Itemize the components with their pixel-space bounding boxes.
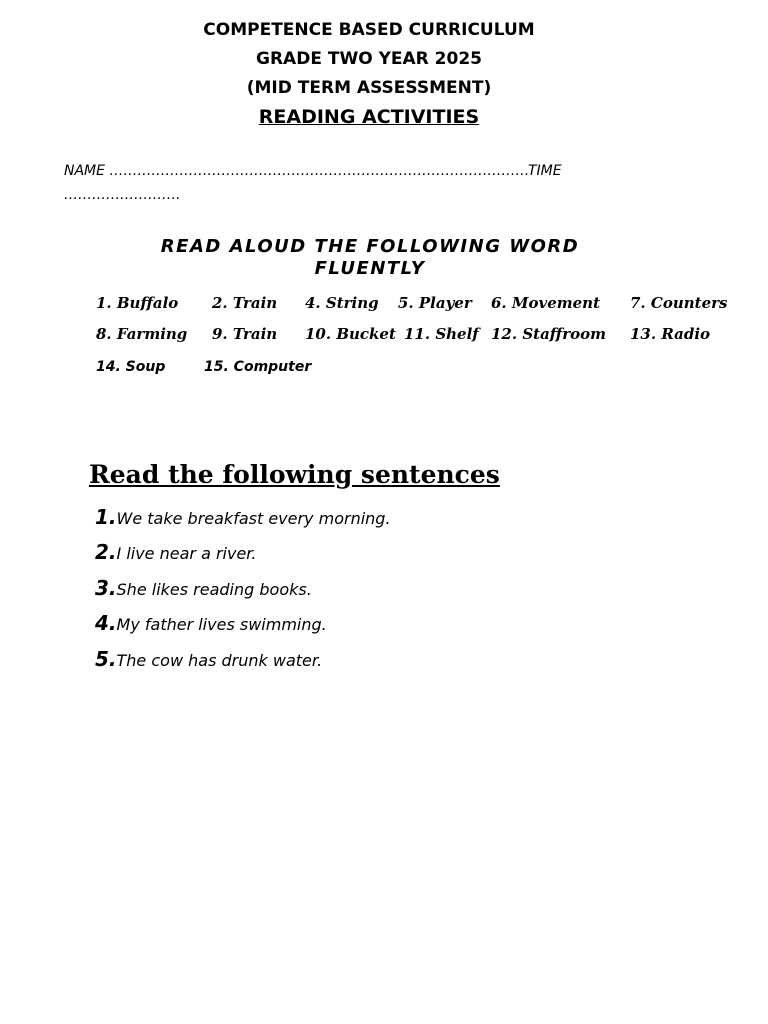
sentence-number: 3.: [95, 576, 117, 600]
sentence-text: The cow has drunk water.: [116, 651, 323, 670]
word-item: 5. Player: [398, 294, 472, 312]
grade-title: GRADE TWO YEAR 2025: [256, 49, 482, 69]
word-item: 9. Train: [212, 325, 278, 343]
read-aloud-heading-line1: READ ALOUD THE FOLLOWING WORD: [160, 236, 580, 257]
sentence-number: 2.: [95, 540, 117, 564]
sentence-text: She likes reading books.: [116, 580, 312, 599]
sentence-item: [95, 505, 391, 529]
sentence-number: 4.: [95, 611, 117, 635]
sentence-item: [95, 611, 327, 635]
time-field-line: …………………….: [64, 187, 181, 203]
word-item: 4. String: [305, 294, 379, 312]
word-item: 13. Radio: [630, 325, 711, 343]
sentence-text: We take breakfast every morning.: [116, 509, 391, 528]
name-field-line: NAME ………………………………………………………………………………: [64, 163, 530, 179]
reading-activities-title: READING ACTIVITIES: [258, 106, 480, 128]
word-item: 11. Shelf: [404, 325, 479, 343]
word-item: 6. Movement: [491, 294, 600, 312]
sentence-item: [95, 647, 322, 671]
word-item: 12. Staffroom: [491, 325, 606, 343]
time-label: TIME: [528, 163, 562, 179]
sentence-text: My father lives swimming.: [116, 615, 327, 634]
sentence-text: I live near a river.: [116, 544, 257, 563]
sentence-item: [95, 576, 312, 600]
assessment-title: (MID TERM ASSESSMENT): [246, 78, 492, 98]
curriculum-title: COMPETENCE BASED CURRICULUM: [203, 20, 535, 40]
word-item: 8. Farming: [96, 325, 188, 343]
word-item: 14. Soup: [96, 359, 166, 375]
word-item: 7. Counters: [630, 294, 728, 312]
word-item: 1. Buffalo: [96, 294, 179, 312]
sentence-number: 5.: [95, 647, 117, 671]
word-item: 10. Bucket: [305, 325, 396, 343]
word-item: 2. Train: [212, 294, 278, 312]
sentence-number: 1.: [95, 505, 117, 529]
read-aloud-heading-line2: FLUENTLY: [314, 258, 426, 279]
sentence-item: [95, 540, 256, 564]
sentences-heading: Read the following sentences: [89, 460, 500, 489]
word-item: 15. Computer: [204, 359, 312, 375]
read-aloud-heading: [120, 236, 620, 280]
